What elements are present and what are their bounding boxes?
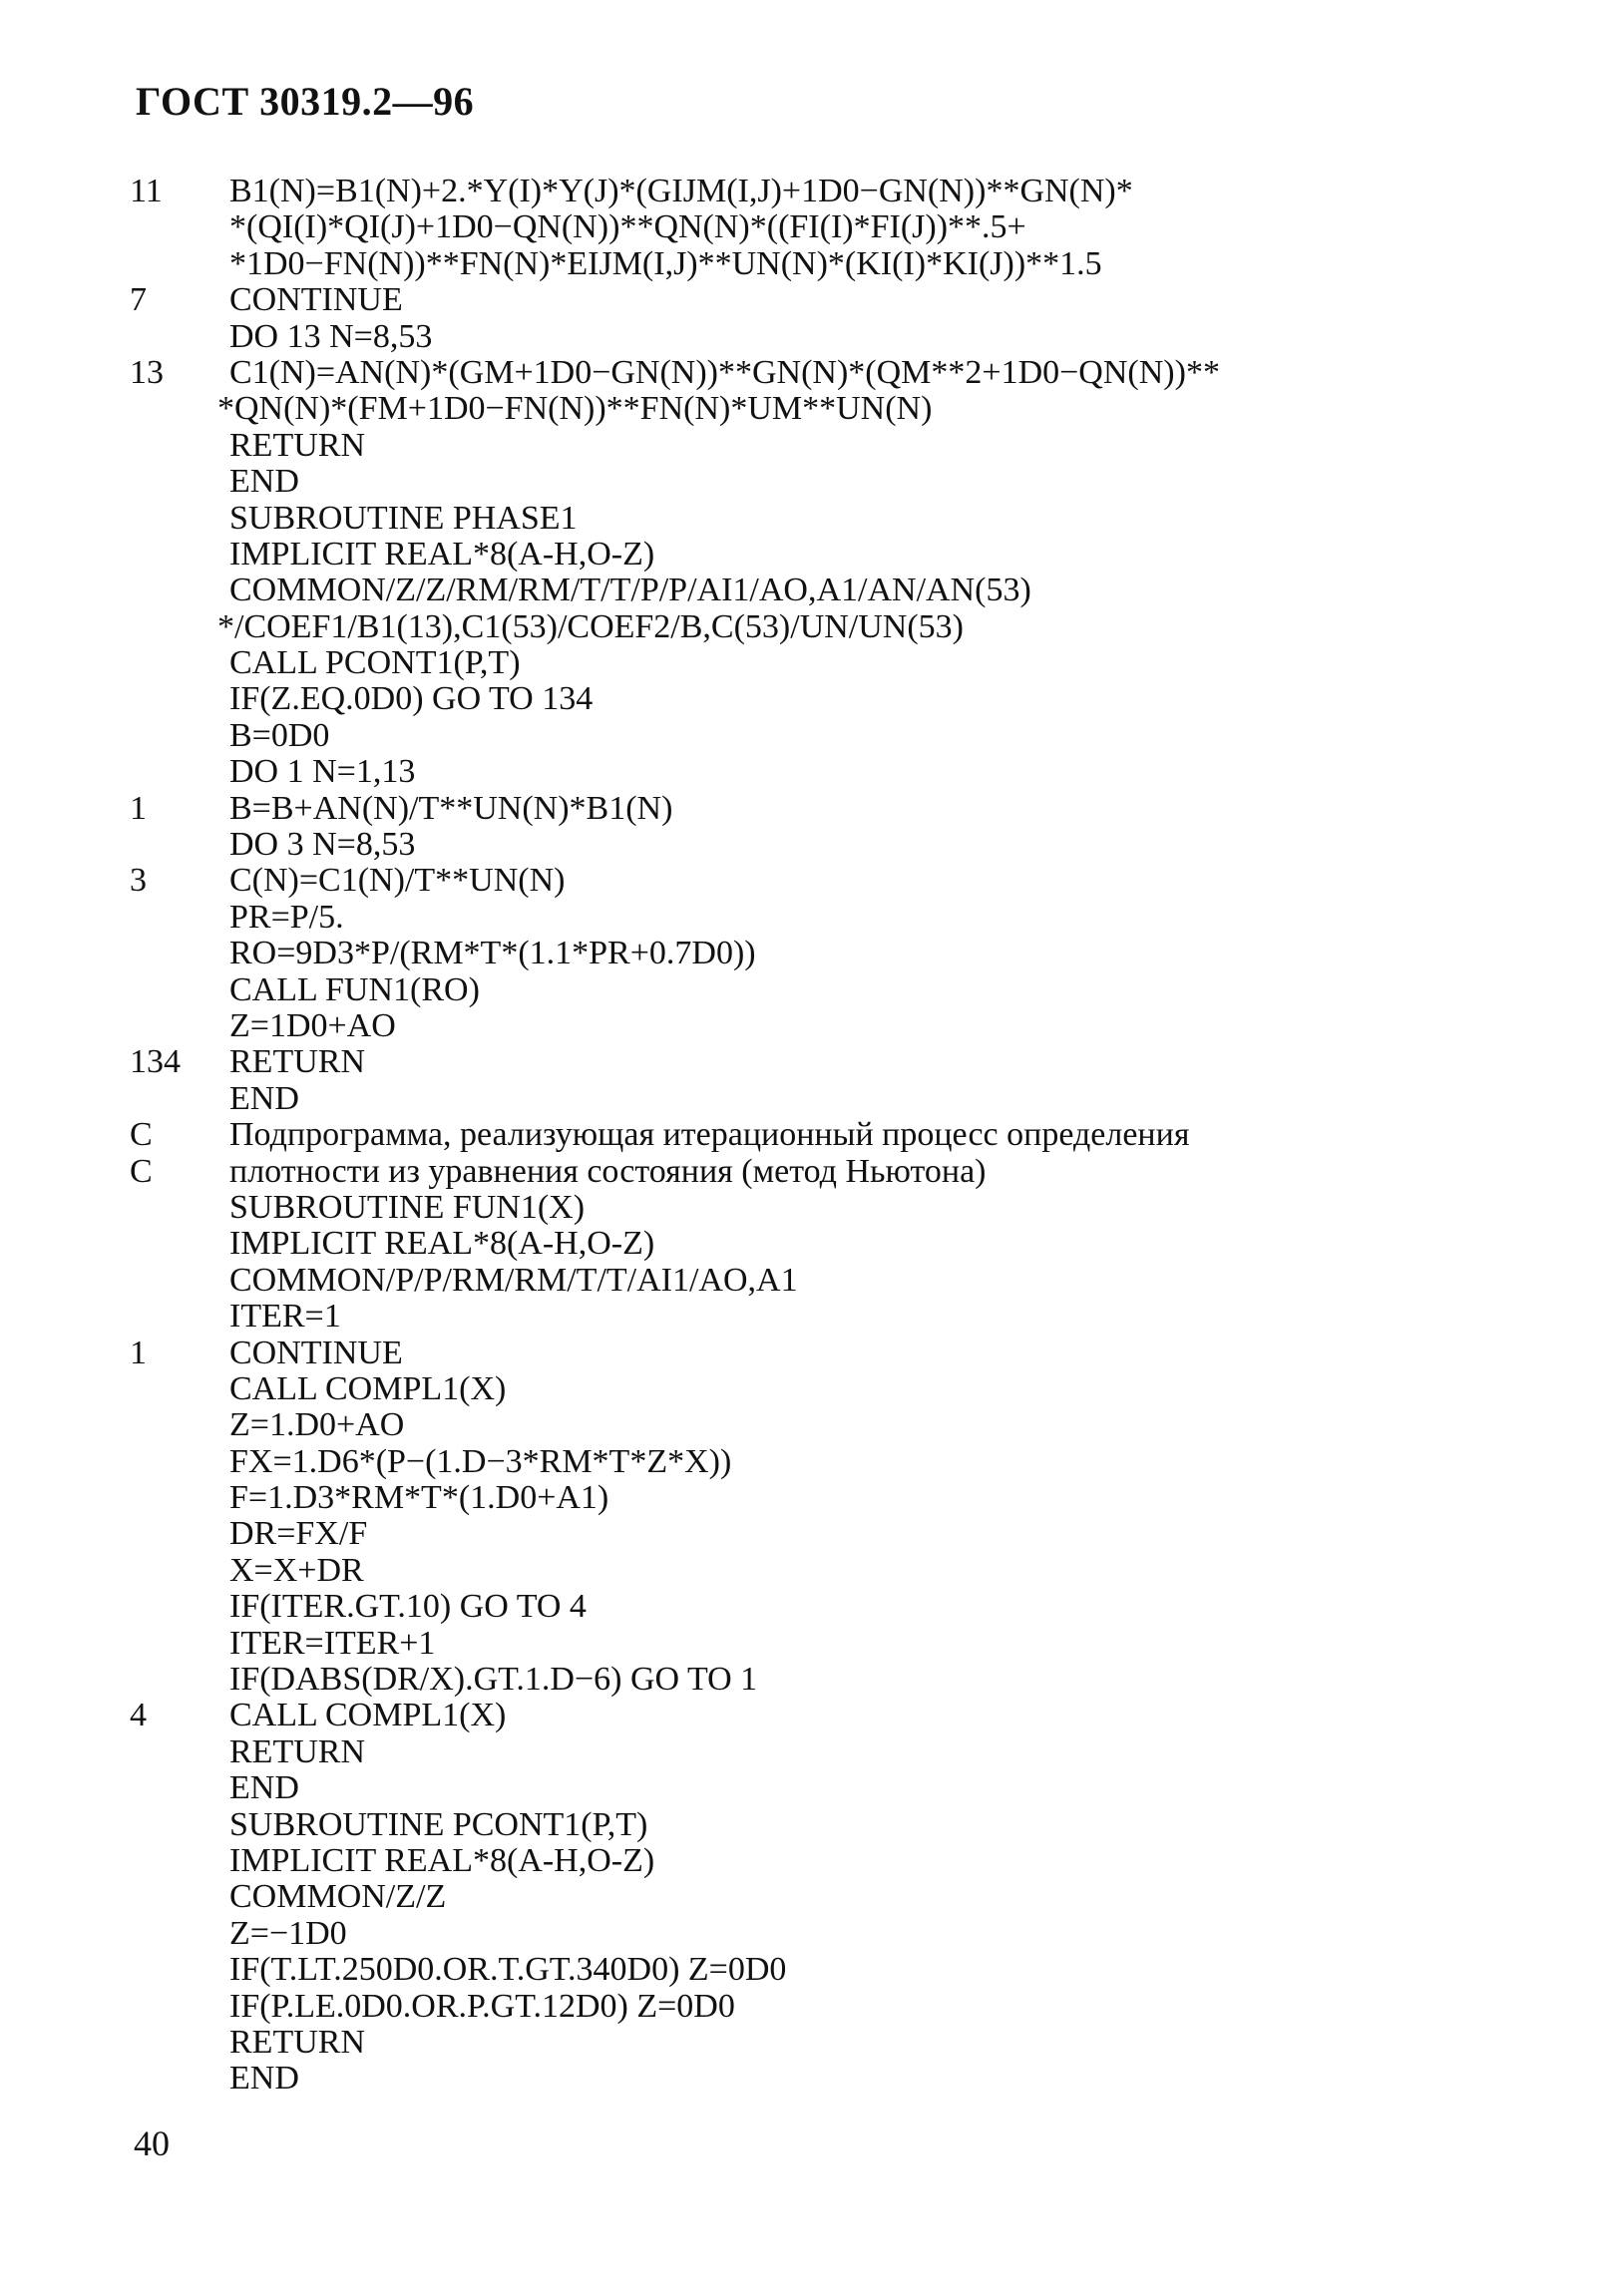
- code-line: [130, 355, 1546, 391]
- line-code: CALL PCONT1(P,T): [229, 644, 521, 682]
- code-line: [130, 827, 1546, 863]
- code-line: [130, 2061, 1546, 2097]
- code-line: [130, 2025, 1546, 2061]
- code-line: [130, 1989, 1546, 2025]
- code-line: [130, 681, 1546, 717]
- code-line: [130, 972, 1546, 1008]
- code-line: [130, 573, 1546, 608]
- line-code: END: [229, 1079, 299, 1117]
- line-code: PR=P/5.: [229, 898, 344, 936]
- code-line: [130, 1044, 1546, 1080]
- code-line: [130, 1734, 1546, 1770]
- line-label: 7: [130, 281, 147, 319]
- code-line: [130, 609, 1546, 645]
- page-number: 40: [134, 2123, 170, 2163]
- code-line: [130, 1589, 1546, 1625]
- line-code: IF(DABS(DR/X).GT.1.D−6) GO TO 1: [229, 1661, 758, 1699]
- code-line: [130, 391, 1546, 427]
- line-code: плотности из уравнения состояния (метод Ньютона): [229, 1152, 987, 1190]
- code-line: [130, 1226, 1546, 1262]
- code-line: [130, 246, 1546, 282]
- line-label: C: [130, 1116, 153, 1154]
- line-code: COMMON/Z/Z: [229, 1878, 447, 1916]
- line-code: RETURN: [229, 1043, 365, 1081]
- line-code: CALL COMPL1(X): [229, 1697, 507, 1734]
- code-line: [130, 1263, 1546, 1299]
- code-line: [130, 1662, 1546, 1698]
- line-code: C1(N)=AN(N)*(GM+1D0−GN(N))**GN(N)*(QM**2+1D0−QN(N))**: [229, 353, 1220, 391]
- line-code: Z=−1D0: [229, 1914, 347, 1952]
- line-code: IMPLICIT REAL*8(A-H,O-Z): [229, 1225, 655, 1263]
- code-line: [130, 1916, 1546, 1952]
- code-line: [130, 1299, 1546, 1335]
- line-code: DR=FX/F: [229, 1515, 368, 1553]
- line-code: *(QI(I)*QI(J)+1D0−QN(N))**QN(N)*((FI(I)*FI(J))**.5+: [229, 208, 1026, 246]
- code-line: [130, 1807, 1546, 1843]
- line-code: *1D0−FN(N))**FN(N)*EIJM(I,J)**UN(N)*(KI(I)*KI(J))**1.5: [229, 244, 1102, 282]
- line-code: CALL FUN1(RO): [229, 970, 480, 1008]
- code-line: [130, 1879, 1546, 1915]
- code-listing: [130, 174, 1546, 2098]
- code-line: [130, 1480, 1546, 1516]
- line-label: 13: [130, 353, 164, 391]
- line-code: C(N)=C1(N)/T**UN(N): [229, 862, 566, 900]
- code-line: [130, 863, 1546, 899]
- code-line: [130, 645, 1546, 681]
- code-line: [130, 1008, 1546, 1044]
- code-line: [130, 1444, 1546, 1480]
- line-code: END: [229, 2060, 299, 2098]
- line-label: 1: [130, 789, 147, 827]
- line-label: 134: [130, 1043, 181, 1081]
- line-code: RO=9D3*P/(RM*T*(1.1*PR+0.7D0)): [229, 935, 756, 972]
- code-line: [130, 754, 1546, 790]
- line-code: X=X+DR: [229, 1551, 364, 1589]
- line-code: DO 13 N=8,53: [229, 317, 433, 355]
- code-line: [130, 319, 1546, 355]
- line-code: ITER=ITER+1: [229, 1624, 436, 1662]
- code-line: [130, 282, 1546, 318]
- line-code: END: [229, 463, 299, 501]
- line-code: Z=1D0+AO: [229, 1006, 396, 1044]
- line-code: Подпрограмма, реализующая итерационный процесс определения: [229, 1116, 1190, 1154]
- code-line: [130, 718, 1546, 754]
- code-line: [130, 1516, 1546, 1552]
- code-line: [130, 1407, 1546, 1443]
- code-line: [130, 1553, 1546, 1589]
- code-line: [130, 1952, 1546, 1988]
- line-code: DO 3 N=8,53: [229, 826, 416, 864]
- code-line: [130, 209, 1546, 245]
- code-line: [130, 1336, 1546, 1371]
- line-code: IF(ITER.GT.10) GO TO 4: [229, 1588, 587, 1626]
- line-label: 4: [130, 1697, 147, 1734]
- code-line: [130, 791, 1546, 827]
- code-line: [130, 1154, 1546, 1190]
- line-code: F=1.D3*RM*T*(1.D0+A1): [229, 1479, 609, 1517]
- line-label: 1: [130, 1334, 147, 1371]
- line-code: CONTINUE: [229, 281, 403, 319]
- line-code: B=0D0: [229, 716, 330, 754]
- line-code: CALL COMPL1(X): [229, 1369, 507, 1407]
- line-code: Z=1.D0+AO: [229, 1406, 405, 1444]
- line-label: 11: [130, 173, 163, 209]
- code-line: [130, 1698, 1546, 1733]
- line-code: END: [229, 1769, 299, 1807]
- code-line: [130, 936, 1546, 971]
- line-code: B1(N)=B1(N)+2.*Y(I)*Y(J)*(GIJM(I,J)+1D0−GN(N))**GN(N)*: [229, 173, 1133, 209]
- page-header: ГОСТ 30319.2—96: [136, 79, 475, 124]
- line-code: IMPLICIT REAL*8(A-H,O-Z): [229, 1841, 655, 1879]
- line-code: SUBROUTINE FUN1(X): [229, 1188, 586, 1226]
- line-code: *QN(N)*(FM+1D0−FN(N))**FN(N)*UM**UN(N): [217, 390, 933, 428]
- line-code: SUBROUTINE PHASE1: [229, 499, 578, 537]
- line-code: DO 1 N=1,13: [229, 753, 416, 791]
- code-line: [130, 428, 1546, 464]
- line-code: SUBROUTINE PCONT1(P,T): [229, 1805, 648, 1843]
- line-code: COMMON/Z/Z/RM/RM/T/T/P/P/AI1/AO,A1/AN/AN(53): [229, 572, 1031, 609]
- code-line: [130, 1371, 1546, 1407]
- line-label: C: [130, 1152, 153, 1190]
- line-code: IF(P.LE.0D0.OR.P.GT.12D0) Z=0D0: [229, 1987, 735, 2025]
- line-code: RETURN: [229, 1732, 365, 1770]
- line-code: CONTINUE: [229, 1334, 403, 1371]
- line-code: B=B+AN(N)/T**UN(N)*B1(N): [229, 789, 673, 827]
- code-line: [130, 537, 1546, 573]
- line-label: 3: [130, 862, 147, 900]
- code-line: [130, 1626, 1546, 1662]
- line-code: COMMON/P/P/RM/RM/T/T/AI1/AO,A1: [229, 1261, 798, 1299]
- code-line: [130, 1190, 1546, 1226]
- line-code: ITER=1: [229, 1298, 341, 1336]
- line-code: IMPLICIT REAL*8(A-H,O-Z): [229, 535, 655, 573]
- line-code: FX=1.D6*(P−(1.D−3*RM*T*Z*X)): [229, 1442, 732, 1480]
- line-code: */COEF1/B1(13),C1(53)/COEF2/B,C(53)/UN/UN(53): [217, 607, 964, 645]
- code-line: [130, 464, 1546, 500]
- code-line: [130, 1117, 1546, 1153]
- line-code: RETURN: [229, 2023, 365, 2061]
- code-line: [130, 174, 1546, 209]
- line-code: RETURN: [229, 426, 365, 464]
- code-line: [130, 501, 1546, 537]
- line-code: IF(T.LT.250D0.OR.T.GT.340D0) Z=0D0: [229, 1951, 787, 1989]
- code-line: [130, 1843, 1546, 1879]
- code-line: [130, 1770, 1546, 1806]
- line-code: IF(Z.EQ.0D0) GO TO 134: [229, 680, 594, 718]
- code-line: [130, 1081, 1546, 1117]
- code-line: [130, 900, 1546, 936]
